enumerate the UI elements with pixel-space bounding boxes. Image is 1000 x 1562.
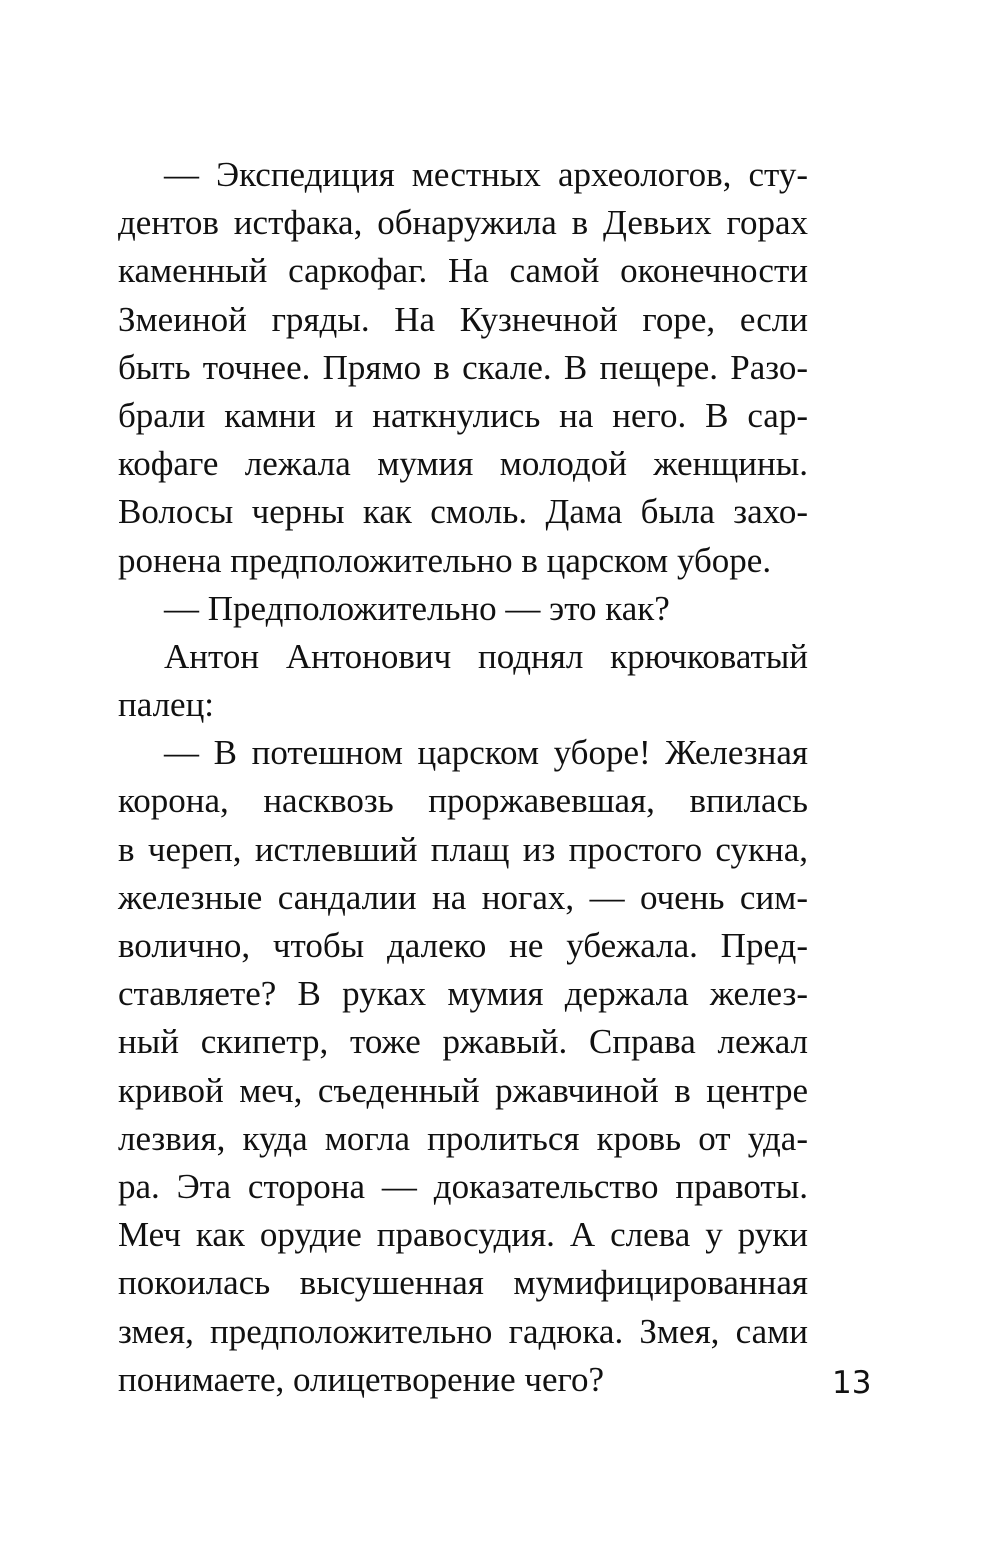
text-line: — Экспедиция местных археологов, сту-: [164, 155, 808, 194]
text-line: в череп, истлевший плащ из простого сукна,: [118, 829, 808, 869]
text-line: — Предположительно — это как?: [164, 588, 670, 628]
text-line: быть точнее. Прямо в скале. В пещере. Разо-: [118, 347, 808, 387]
text-line: дентов истфака, обнаружила в Девьих горах: [118, 203, 808, 243]
text-line: ронена предположительно в царском уборе.: [118, 540, 772, 580]
text-line: понимаете, олицетворение чего?: [118, 1359, 605, 1399]
text-line: Волосы черны как смоль. Дама была захо-: [118, 492, 808, 532]
body-text: [118, 151, 808, 1404]
text-line: лезвия, куда могла пролиться кровь от уда-: [118, 1118, 808, 1158]
text-line: Антон Антонович поднял крючковатый: [164, 636, 808, 676]
text-line: ра. Эта сторона — доказательство правоты.: [118, 1166, 808, 1206]
text-line: ставляете? В руках мумия держала желез-: [118, 974, 808, 1014]
text-line: покоилась высушенная мумифицированная: [118, 1263, 808, 1303]
text-line: каменный саркофаг. На самой оконечности: [118, 251, 808, 291]
text-line: брали камни и наткнулись на него. В сар-: [118, 395, 808, 435]
text-line: Змеиной гряды. На Кузнечной горе, если: [118, 299, 808, 339]
text-line: — В потешном царском уборе! Железная: [164, 733, 808, 773]
page-number: 13: [832, 1365, 872, 1401]
text-line: ный скипетр, тоже ржавый. Справа лежал: [118, 1022, 808, 1062]
text-line: палец:: [118, 685, 215, 725]
text-line: Меч как орудие правосудия. А слева у руки: [118, 1215, 808, 1255]
text-line: железные сандалии на ногах, — очень сим-: [118, 877, 808, 917]
text-line: корона, насквозь проржавевшая, впилась: [118, 781, 808, 821]
text-line: кривой меч, съеденный ржавчиной в центре: [118, 1070, 808, 1110]
text-line: кофаге лежала мумия молодой женщины.: [118, 444, 808, 484]
text-line: волично, чтобы далеко не убежала. Пред-: [118, 926, 808, 965]
text-line: змея, предположительно гадюка. Змея, сами: [118, 1311, 808, 1351]
